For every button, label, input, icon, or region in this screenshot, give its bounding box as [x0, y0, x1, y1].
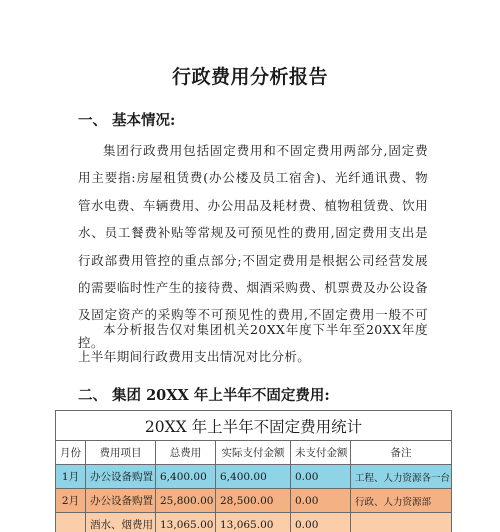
header-item: 费用项目 — [86, 441, 156, 465]
cell-remark: 工程、人力资源各一台 — [351, 465, 452, 489]
table-row — [56, 489, 452, 513]
section-heading-variable-costs: 二、 集团 20XX 年上半年不固定费用: — [78, 387, 330, 404]
cell-paid: 28,500.00 — [216, 489, 291, 513]
cell-month — [56, 513, 86, 532]
table-header-row — [56, 441, 452, 465]
document-title: 行政费用分析报告 — [171, 66, 328, 88]
header-remark: 备注 — [351, 441, 452, 465]
cell-total: 13,065.00 — [156, 513, 216, 532]
cell-item: 办公设备购置 — [86, 465, 156, 489]
cell-remark: 行政、人力资源部 — [351, 489, 452, 513]
header-unpaid: 未支付金额 — [291, 441, 351, 465]
cell-unpaid: 0.00 — [291, 513, 351, 532]
cell-paid: 6,400.00 — [216, 465, 291, 489]
section-heading-basic: 一、 基本情况: — [78, 112, 176, 129]
cell-total: 25,800.00 — [156, 489, 216, 513]
cell-item: 酒水、烟费用 — [86, 513, 156, 532]
cell-remark — [351, 513, 452, 532]
cell-unpaid: 0.00 — [291, 465, 351, 489]
table-row — [56, 465, 452, 489]
cell-month: 2月 — [56, 489, 86, 513]
table-row — [56, 513, 452, 532]
paragraph-overview: 集团行政费用包括固定费用和不固定费用两部分,固定费用主要指:房屋租赁费(办公楼及员工宿舍)、光纤通讯费、物管水电费、车辆费用、办公用品及耗材费、植物租赁费、饮用水、员工餐费补贴等常规及可预见性的费用,固定费用支出是行政部费用管控的重点部分;不固定费用是根据公司经营发展的需要临时性产生的接待费、烟酒采购费、机票费及办公设备及固定资产的采购等不可预见性的费用,不固定费用一般不可控。 — [78, 143, 428, 350]
cell-item: 办公设备购置 — [86, 489, 156, 513]
header-month: 月份 — [56, 441, 86, 465]
paragraph-scope: 本分析报告仅对集团机关20XX年度下半年至20XX年度上半年期间行政费用支出情况对比分析。 — [78, 322, 428, 365]
variable-cost-table — [55, 410, 452, 532]
header-total: 总费用 — [156, 441, 216, 465]
cell-paid: 13,065.00 — [216, 513, 291, 532]
cell-month: 1月 — [56, 465, 86, 489]
table-caption: 20XX 年上半年不固定费用统计 — [56, 411, 452, 441]
cell-unpaid: 0.00 — [291, 489, 351, 513]
cell-total: 6,400.00 — [156, 465, 216, 489]
header-paid: 实际支付金额 — [216, 441, 291, 465]
